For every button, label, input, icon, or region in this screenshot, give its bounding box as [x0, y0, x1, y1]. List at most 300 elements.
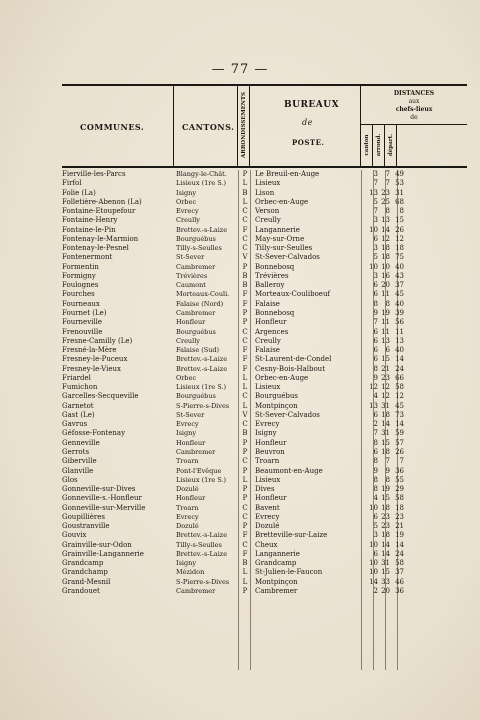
table-row	[62, 522, 467, 531]
distance-depart-cell: 7	[399, 457, 404, 466]
distance-arrond-cell: 19	[381, 485, 390, 494]
bureau-cell: Le Breuil-en-Auge	[255, 170, 320, 178]
distance-arrond-cell: 31	[381, 401, 390, 410]
canton-cell: S-Pierre-s-Dives	[176, 577, 230, 586]
bureau-cell: Bavent	[255, 503, 280, 512]
table-row	[62, 448, 467, 457]
table-row	[62, 513, 467, 522]
distance-depart-cell: 37	[395, 568, 404, 577]
canton-cell: Tilly-s-Seulles	[176, 244, 222, 253]
table-row	[62, 439, 467, 448]
distance-canton-cell: 2	[373, 420, 378, 429]
arrondissement-cell: L	[242, 373, 248, 382]
bureau-cell: Honfleur	[255, 318, 287, 327]
bureau-cell: Evrecy	[255, 512, 280, 521]
commune-cell: Fourneville	[62, 318, 103, 327]
distance-canton-cell: 3	[373, 271, 378, 280]
distance-arrond-cell: 20	[381, 586, 390, 595]
commune-cell: Gerrots	[62, 447, 90, 456]
distance-arrond-cell: 18	[381, 503, 390, 512]
canton-cell: Falaise (Sud)	[176, 346, 220, 355]
distances-title: DISTANCES aux chefs-lieux de	[393, 90, 435, 121]
arrondissement-cell: C	[242, 244, 248, 253]
distance-arrond-cell: 21	[381, 364, 390, 373]
distance-canton-cell: 10	[369, 262, 378, 271]
distance-arrond-cell: 9	[385, 466, 390, 475]
commune-cell: Genneville	[62, 438, 100, 447]
distance-depart-cell: 18	[395, 503, 404, 512]
bureau-cell: Lisieux	[255, 179, 281, 188]
distance-arrond-cell: 12	[381, 392, 390, 401]
distance-canton-cell: 12	[369, 383, 378, 392]
distance-depart-cell: 36	[395, 466, 404, 475]
bureau-cell: Cheux	[255, 540, 278, 549]
canton-cell: Tilly-s-Seulles	[176, 540, 222, 549]
canton-cell: Pont-l'Evêque	[176, 466, 222, 475]
distance-depart-cell: 59	[395, 429, 404, 438]
distance-depart-cell: 66	[395, 373, 404, 382]
canton-cell: Bourguébus	[176, 234, 216, 243]
canton-cell: Isigny	[176, 559, 197, 568]
distance-canton-cell: 2	[373, 586, 378, 595]
distance-arrond-cell: 11	[381, 318, 390, 327]
arrondissement-cell: C	[242, 234, 248, 243]
commune-cell: Fourches	[62, 290, 95, 299]
distance-arrond-cell: 19	[381, 308, 390, 317]
canton-cell: Cambremer	[176, 262, 216, 271]
table-row	[62, 420, 467, 429]
distance-depart-cell: 8	[399, 207, 404, 216]
arrondissement-cell: P	[242, 494, 248, 503]
commune-cell: Gonneville-s.-Honfleur	[62, 494, 142, 503]
arrondissement-cell: P	[242, 522, 248, 531]
table-row	[62, 587, 467, 596]
arrondissement-cell: P	[242, 485, 248, 494]
arrondissement-cell: P	[242, 262, 248, 271]
distance-arrond-cell: 14	[381, 225, 390, 234]
canton-cell: Cambremer	[176, 447, 216, 456]
canton-cell: Creully	[176, 336, 200, 345]
canton-cell: Bourguébus	[176, 327, 216, 336]
arrondissement-cell: F	[242, 355, 248, 364]
commune-cell: Grainville-Langannerie	[62, 549, 144, 558]
distance-canton-cell: 3	[373, 244, 378, 253]
canton-cell: Morteaux-Couli.	[176, 290, 230, 299]
canton-cell: Brettev.-s-Laize	[176, 355, 228, 364]
distance-canton-cell: 6	[373, 549, 378, 558]
table-row	[62, 550, 467, 559]
commune-cell: Goustranville	[62, 522, 110, 531]
arrondissement-cell: F	[242, 299, 248, 308]
distance-arrond-cell: 20	[381, 281, 390, 290]
distance-depart-cell: 15	[395, 216, 404, 225]
commune-cell: Giberville	[62, 457, 97, 466]
arrondissement-cell: C	[242, 540, 248, 549]
arrondissement-cell: B	[242, 559, 248, 568]
table-row	[62, 568, 467, 577]
bureau-cell: St-Laurent-de-Condel	[255, 355, 332, 364]
distance-depart-cell: 26	[395, 225, 404, 234]
commune-cell: Glanville	[62, 466, 94, 475]
distance-depart-cell: 24	[395, 364, 404, 373]
distance-arrond-cell: 13	[381, 216, 390, 225]
distance-arrond-cell: 7	[385, 179, 390, 188]
subheader-departement: départ.	[385, 125, 397, 167]
distance-arrond-cell: 31	[381, 559, 390, 568]
commune-cell: Fontaine-Henry	[62, 216, 118, 225]
distance-depart-cell: 40	[395, 346, 404, 355]
distance-canton-cell: 3	[373, 170, 378, 178]
distance-canton-cell: 8	[373, 457, 378, 466]
distance-canton-cell: 6	[373, 336, 378, 345]
distance-depart-cell: 12	[395, 392, 404, 401]
distance-depart-cell: 36	[395, 586, 404, 595]
arrondissement-cell: C	[242, 457, 248, 466]
arrondissement-cell: P	[242, 438, 248, 447]
distance-canton-cell: 3	[373, 216, 378, 225]
commune-cell: Folletière-Abenon (La)	[62, 197, 142, 206]
page-number: — 77 —	[211, 62, 269, 77]
distance-canton-cell: 13	[369, 401, 378, 410]
bureau-cell: Beuvron	[255, 447, 285, 456]
table-row	[62, 226, 467, 235]
distance-arrond-cell: 8	[385, 207, 390, 216]
bureau-cell: Beaumont-en-Auge	[255, 466, 323, 475]
distance-depart-cell: 75	[395, 253, 404, 262]
canton-cell: Brettev.-s-Laize	[176, 225, 228, 234]
distance-arrond-cell: 14	[381, 540, 390, 549]
distance-arrond-cell: 18	[381, 447, 390, 456]
bureau-cell: Grandcamp	[255, 559, 297, 568]
commune-cell: Firfol	[62, 179, 82, 188]
bureau-cell: Trévières	[255, 271, 289, 280]
canton-cell: Orbec	[176, 197, 197, 206]
table-row	[62, 263, 467, 272]
commune-cell: Fontenermont	[62, 253, 113, 262]
arrondissement-cell: P	[242, 447, 248, 456]
distance-depart-cell: 58	[395, 494, 404, 503]
distance-arrond-cell: 15	[381, 438, 390, 447]
table-row	[62, 457, 467, 466]
canton-cell: Bourguébus	[176, 392, 216, 401]
canton-cell: Creully	[176, 216, 200, 225]
table-row	[62, 309, 467, 318]
arrondissement-cell: L	[242, 475, 248, 484]
canton-cell: Lisieux (1re S.)	[176, 179, 227, 188]
arrondissement-cell: V	[242, 253, 248, 262]
commune-cell: Géfosse-Fontenay	[62, 429, 126, 438]
table-row	[62, 541, 467, 550]
distance-arrond-cell: 14	[381, 420, 390, 429]
commune-table	[62, 80, 467, 670]
table-row	[62, 244, 467, 253]
table-row	[62, 402, 467, 411]
distance-canton-cell: 8	[373, 438, 378, 447]
bureau-cell: Dozulé	[255, 522, 280, 531]
bureau-cell: Argences	[255, 327, 289, 336]
table-row	[62, 189, 467, 198]
distance-arrond-cell: 8	[385, 475, 390, 484]
distance-canton-cell: 6	[373, 290, 378, 299]
distance-canton-cell: 7	[373, 179, 378, 188]
distance-depart-cell: 37	[395, 281, 404, 290]
commune-cell: Glos	[62, 475, 78, 484]
distance-arrond-cell: 8	[385, 299, 390, 308]
distance-canton-cell: 7	[373, 429, 378, 438]
distance-arrond-cell: 18	[381, 253, 390, 262]
canton-cell: Honfleur	[176, 494, 206, 503]
canton-cell: Blangy-le-Chât.	[176, 170, 227, 178]
distance-canton-cell: 5	[373, 253, 378, 262]
bureau-cell: Tilly-sur-Seulles	[255, 244, 313, 253]
table-row	[62, 578, 467, 587]
distance-canton-cell: 10	[369, 225, 378, 234]
bureau-cell: Montpinçon	[255, 401, 298, 410]
commune-cell: Grandchamp	[62, 568, 108, 577]
distance-depart-cell: 14	[395, 540, 404, 549]
distance-canton-cell: 6	[373, 512, 378, 521]
canton-cell: Lisieux (1re S.)	[176, 383, 227, 392]
distance-canton-cell: 7	[373, 207, 378, 216]
table-row	[62, 494, 467, 503]
distance-canton-cell: 4	[373, 392, 378, 401]
canton-cell: Falaise (Nord)	[176, 299, 224, 308]
bureau-cell: St-Sever-Calvados	[255, 253, 320, 262]
canton-cell: Isigny	[176, 188, 197, 197]
distance-depart-cell: 24	[395, 549, 404, 558]
distance-arrond-cell: 11	[381, 290, 390, 299]
canton-cell: Brettev.-s-Laize	[176, 549, 228, 558]
table-row	[62, 281, 467, 290]
table-row	[62, 392, 467, 401]
canton-cell: Dozulé	[176, 485, 199, 494]
distance-arrond-cell: 18	[381, 410, 390, 419]
bureau-cell: Langannerie	[255, 225, 300, 234]
bureau-cell: Orbec-en-Auge	[255, 373, 309, 382]
table-row	[62, 253, 467, 262]
distance-arrond-cell: 23	[381, 373, 390, 382]
canton-cell: Dozulé	[176, 522, 199, 531]
bureau-cell: Orbec-en-Auge	[255, 197, 309, 206]
bureau-cell: St-Julien-le-Faucon	[255, 568, 323, 577]
table-row	[62, 383, 467, 392]
table-row	[62, 476, 467, 485]
table-row	[62, 207, 467, 216]
arrondissement-cell: P	[242, 308, 248, 317]
arrondissement-cell: P	[242, 318, 248, 327]
commune-cell: Fumichon	[62, 383, 98, 392]
distance-arrond-cell: 14	[381, 549, 390, 558]
table-row	[62, 429, 467, 438]
table-row	[62, 179, 467, 188]
canton-cell: St-Sever	[176, 253, 205, 262]
distance-arrond-cell: 15	[381, 494, 390, 503]
header-cantons: CANTONS.	[174, 86, 238, 166]
commune-cell: Frenouville	[62, 327, 103, 336]
bureau-cell: Bonnebosq	[255, 308, 295, 317]
arrondissement-cell: P	[242, 586, 248, 595]
bureau-cell: Balleroy	[255, 281, 285, 290]
distance-depart-cell: 49	[395, 170, 404, 178]
arrondissement-cell: C	[242, 392, 248, 401]
commune-cell: Garnetot	[62, 401, 94, 410]
bureau-cell: Verson	[255, 207, 280, 216]
table-header	[62, 84, 467, 168]
arrondissement-cell: F	[242, 225, 248, 234]
header-arrondissements: ARRONDISSEMENTS	[238, 86, 250, 166]
distance-depart-cell: 31	[395, 188, 404, 197]
arrondissement-cell: B	[242, 281, 248, 290]
canton-cell: Evrecy	[176, 512, 199, 521]
distance-arrond-cell: 6	[385, 346, 390, 355]
distance-canton-cell: 6	[373, 234, 378, 243]
distance-arrond-cell: 11	[381, 327, 390, 336]
table-row	[62, 531, 467, 540]
distance-depart-cell: 55	[395, 475, 404, 484]
bureau-cell: Dives	[255, 485, 275, 494]
canton-cell: Isigny	[176, 429, 197, 438]
table-row	[62, 485, 467, 494]
commune-cell: Gonneville-sur-Merville	[62, 503, 146, 512]
commune-cell: Gouvix	[62, 531, 87, 540]
distance-canton-cell: 8	[373, 364, 378, 373]
commune-cell: Formentin	[62, 262, 99, 271]
distance-canton-cell: 4	[373, 494, 378, 503]
bureau-cell: Falaise	[255, 299, 280, 308]
commune-cell: Fresney-le-Puceux	[62, 355, 128, 364]
distance-canton-cell: 5	[373, 197, 378, 206]
arrondissement-cell: C	[242, 216, 248, 225]
bureau-cell: Honfleur	[255, 438, 287, 447]
commune-cell: Fresne-Camilly (Le)	[62, 336, 133, 345]
distance-arrond-cell: 31	[381, 429, 390, 438]
commune-cell: Folie (La)	[62, 188, 96, 197]
distance-canton-cell: 6	[373, 327, 378, 336]
table-row	[62, 216, 467, 225]
commune-cell: Gast (Le)	[62, 410, 95, 419]
canton-cell: Trévières	[176, 271, 208, 280]
distance-depart-cell: 19	[395, 531, 404, 540]
arrondissement-cell: L	[242, 179, 248, 188]
bureau-cell: Troarn	[255, 457, 280, 466]
arrondissement-cell: B	[242, 271, 248, 280]
commune-cell: Goupillières	[62, 512, 105, 521]
distance-depart-cell: 11	[395, 327, 404, 336]
canton-cell: Brettev.-s-Laize	[176, 531, 228, 540]
distance-depart-cell: 57	[395, 438, 404, 447]
distance-arrond-cell: 10	[381, 262, 390, 271]
arrondissement-cell: L	[242, 577, 248, 586]
arrondissement-cell: B	[242, 188, 248, 197]
table-row	[62, 198, 467, 207]
commune-cell: Grandouet	[62, 586, 100, 595]
distance-canton-cell: 6	[373, 410, 378, 419]
distance-depart-cell: 43	[395, 271, 404, 280]
distance-canton-cell: 9	[373, 308, 378, 317]
commune-cell: Foulognes	[62, 281, 99, 290]
distance-arrond-cell: 12	[381, 383, 390, 392]
bureau-cell: Cambremer	[255, 586, 298, 595]
distance-depart-cell: 45	[395, 401, 404, 410]
distances-subheaders	[361, 124, 467, 167]
arrondissement-cell: C	[242, 207, 248, 216]
bureau-cell: Creully	[255, 216, 281, 225]
distance-canton-cell: 9	[373, 373, 378, 382]
bureau-cell: Morteaux-Couliboeuf	[255, 290, 331, 299]
distance-arrond-cell: 33	[381, 577, 390, 586]
distance-depart-cell: 23	[395, 512, 404, 521]
distance-depart-cell: 12	[395, 234, 404, 243]
distance-depart-cell: 45	[395, 290, 404, 299]
table-row	[62, 467, 467, 476]
distance-arrond-cell: 12	[381, 234, 390, 243]
arrondissement-cell: L	[242, 197, 248, 206]
distance-depart-cell: 26	[395, 447, 404, 456]
commune-cell: Fresney-le-Vieux	[62, 364, 121, 373]
distance-depart-cell: 73	[395, 410, 404, 419]
distance-canton-cell: 10	[369, 568, 378, 577]
distance-depart-cell: 56	[395, 318, 404, 327]
distance-arrond-cell: 18	[381, 244, 390, 253]
arrondissement-cell: V	[242, 410, 248, 419]
table-row	[62, 411, 467, 420]
commune-cell: Fontaine-Etoupefour	[62, 207, 136, 216]
table-row	[62, 272, 467, 281]
bureau-cell: Creully	[255, 336, 281, 345]
arrondissement-cell: C	[242, 420, 248, 429]
distance-depart-cell: 40	[395, 299, 404, 308]
commune-cell: Grainville-sur-Odon	[62, 540, 132, 549]
commune-cell: Fontenay-le-Pesnel	[62, 244, 129, 253]
commune-cell: Formigny	[62, 271, 96, 280]
table-row	[62, 374, 467, 383]
canton-cell: Evrecy	[176, 207, 199, 216]
table-body	[62, 170, 467, 596]
canton-cell: Lisieux (1re S.)	[176, 475, 227, 484]
canton-cell: Honfleur	[176, 318, 206, 327]
bureau-cell: Montpinçon	[255, 577, 298, 586]
commune-cell: Fresné-la-Mère	[62, 346, 117, 355]
arrondissement-cell: F	[242, 531, 248, 540]
distance-canton-cell: 6	[373, 346, 378, 355]
bureau-cell: Evrecy	[255, 420, 280, 429]
commune-cell: Fournet (Le)	[62, 308, 107, 317]
commune-cell: Gavrus	[62, 420, 88, 429]
table-row	[62, 504, 467, 513]
canton-cell: Cambremer	[176, 308, 216, 317]
arrondissement-cell: L	[242, 383, 248, 392]
bureau-cell: Lison	[255, 188, 275, 197]
distance-arrond-cell: 23	[381, 188, 390, 197]
table-row	[62, 355, 467, 364]
canton-cell: Honfleur	[176, 438, 206, 447]
commune-cell: Gonneville-sur-Dives	[62, 485, 136, 494]
commune-cell: Grandcamp	[62, 559, 104, 568]
bureau-cell: Langannerie	[255, 549, 300, 558]
arrondissement-cell: C	[242, 512, 248, 521]
table-row	[62, 318, 467, 327]
canton-cell: St-Sever	[176, 410, 205, 419]
distance-canton-cell: 8	[373, 475, 378, 484]
canton-cell: Mézidon	[176, 568, 205, 577]
table-row	[62, 170, 467, 179]
distance-depart-cell: 46	[395, 577, 404, 586]
canton-cell: Cambremer	[176, 586, 216, 595]
distance-arrond-cell: 15	[381, 355, 390, 364]
table-row	[62, 328, 467, 337]
header-communes: COMMUNES.	[62, 86, 174, 166]
table-row	[62, 235, 467, 244]
